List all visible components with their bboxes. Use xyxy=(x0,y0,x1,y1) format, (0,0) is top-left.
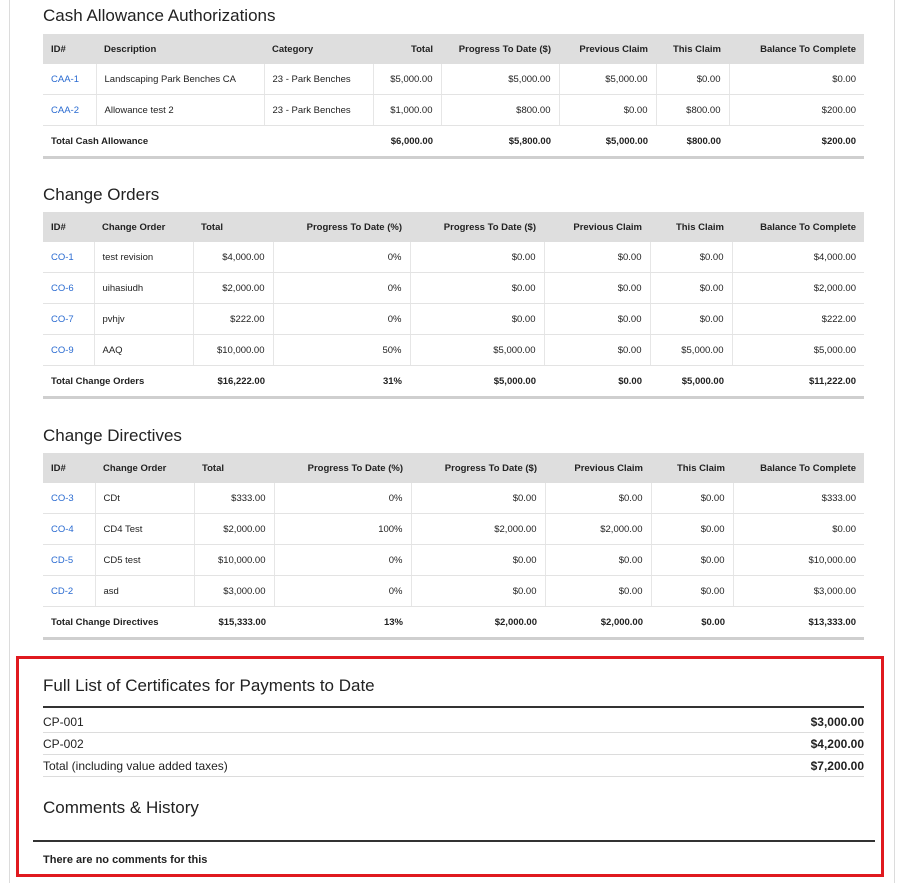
col-header: Progress To Date (%) xyxy=(274,453,411,483)
balance-cell: $200.00 xyxy=(729,95,864,126)
col-header: Progress To Date ($) xyxy=(411,453,545,483)
progress-amount-cell: $5,000.00 xyxy=(410,335,544,366)
page-border-left xyxy=(9,0,10,883)
progress-percent-cell: 0% xyxy=(274,545,411,576)
balance-cell: $4,000.00 xyxy=(732,242,864,273)
table-header-row xyxy=(43,453,864,483)
progress-percent-cell: 0% xyxy=(273,273,410,304)
progress-amount-cell: $2,000.00 xyxy=(411,607,545,639)
certificate-amount: $3,000.00 xyxy=(810,715,864,729)
change-order-id-link[interactable]: CO-7 xyxy=(51,313,74,325)
table-row xyxy=(43,64,864,95)
this-claim-cell: $0.00 xyxy=(651,545,733,576)
balance-cell: $333.00 xyxy=(733,483,864,514)
progress-amount-cell: $0.00 xyxy=(410,304,544,335)
change-orders-table xyxy=(43,212,864,399)
col-header: Total xyxy=(194,453,274,483)
balance-cell: $200.00 xyxy=(729,126,864,158)
comments-title: Comments & History xyxy=(43,798,199,817)
table-row xyxy=(43,304,864,335)
balance-cell: $222.00 xyxy=(732,304,864,335)
balance-cell: $13,333.00 xyxy=(733,607,864,639)
progress-percent-cell: 100% xyxy=(274,514,411,545)
col-header: Change Order xyxy=(94,212,193,242)
this-claim-cell: $0.00 xyxy=(650,304,732,335)
balance-cell: $10,000.00 xyxy=(733,545,864,576)
change-order-name-cell: CD5 test xyxy=(95,545,194,576)
cash-allowance-title: Cash Allowance Authorizations xyxy=(43,6,276,25)
category-cell: 23 - Park Benches xyxy=(264,64,373,95)
change-directive-id-link[interactable]: CO-4 xyxy=(51,523,74,535)
change-order-name-cell: test revision xyxy=(94,242,193,273)
previous-claim-cell: $2,000.00 xyxy=(545,514,651,545)
progress-percent-cell: 0% xyxy=(273,242,410,273)
this-claim-cell: $0.00 xyxy=(656,64,729,95)
change-directives-title: Change Directives xyxy=(43,426,182,445)
progress-amount-cell: $0.00 xyxy=(411,483,545,514)
previous-claim-cell: $0.00 xyxy=(544,273,650,304)
certificate-total-label: Total (including value added taxes) xyxy=(43,759,228,773)
change-order-name-cell: pvhjv xyxy=(94,304,193,335)
col-header: Progress To Date ($) xyxy=(410,212,544,242)
total-label: Total Cash Allowance xyxy=(43,126,373,158)
this-claim-cell: $0.00 xyxy=(651,607,733,639)
change-order-id-link[interactable]: CO-9 xyxy=(51,344,74,356)
certificate-total-row xyxy=(43,754,864,777)
description-cell: Landscaping Park Benches CA xyxy=(96,64,264,95)
total-cell: $5,000.00 xyxy=(373,64,441,95)
col-header: Previous Claim xyxy=(559,34,656,64)
change-directive-id-link[interactable]: CO-3 xyxy=(51,492,74,504)
table-row xyxy=(43,545,864,576)
total-cell: $10,000.00 xyxy=(193,335,273,366)
total-cell: $15,333.00 xyxy=(194,607,274,639)
this-claim-cell: $0.00 xyxy=(651,483,733,514)
table-row xyxy=(43,242,864,273)
this-claim-cell: $5,000.00 xyxy=(650,335,732,366)
balance-cell: $0.00 xyxy=(733,514,864,545)
certificate-total-amount: $7,200.00 xyxy=(810,759,864,773)
table-row xyxy=(43,273,864,304)
col-header: ID# xyxy=(43,34,96,64)
progress-percent-cell: 0% xyxy=(273,304,410,335)
change-order-name-cell: AAQ xyxy=(94,335,193,366)
previous-claim-cell: $0.00 xyxy=(545,483,651,514)
balance-cell: $3,000.00 xyxy=(733,576,864,607)
previous-claim-cell: $5,000.00 xyxy=(559,64,656,95)
total-cell: $16,222.00 xyxy=(193,366,273,398)
change-order-name-cell: asd xyxy=(95,576,194,607)
previous-claim-cell: $0.00 xyxy=(545,545,651,576)
col-header: ID# xyxy=(43,453,95,483)
certificates-title: Full List of Certificates for Payments to Date xyxy=(43,676,375,695)
progress-percent-cell: 13% xyxy=(274,607,411,639)
this-claim-cell: $0.00 xyxy=(651,514,733,545)
total-cell: $2,000.00 xyxy=(193,273,273,304)
certificate-label: CP-002 xyxy=(43,737,84,751)
total-row xyxy=(43,366,864,398)
total-label: Total Change Directives xyxy=(43,607,194,639)
change-order-name-cell: CD4 Test xyxy=(95,514,194,545)
col-header: Previous Claim xyxy=(545,453,651,483)
category-cell: 23 - Park Benches xyxy=(264,95,373,126)
progress-percent-cell: 0% xyxy=(274,483,411,514)
total-cell: $333.00 xyxy=(194,483,274,514)
change-directive-id-link[interactable]: CD-2 xyxy=(51,585,74,597)
col-header: Total xyxy=(193,212,273,242)
change-order-name-cell: CDt xyxy=(95,483,194,514)
progress-amount-cell: $2,000.00 xyxy=(411,514,545,545)
col-header: Balance To Complete xyxy=(732,212,864,242)
total-cell: $222.00 xyxy=(193,304,273,335)
progress-amount-cell: $0.00 xyxy=(411,545,545,576)
previous-claim-cell: $0.00 xyxy=(544,242,650,273)
cash-allowance-table xyxy=(43,34,864,159)
total-cell: $3,000.00 xyxy=(194,576,274,607)
previous-claim-cell: $2,000.00 xyxy=(545,607,651,639)
change-order-name-cell: uihasiudh xyxy=(94,273,193,304)
total-row xyxy=(43,607,864,639)
certificate-row xyxy=(43,710,864,733)
change-order-id-link[interactable]: CO-1 xyxy=(51,251,74,263)
total-row xyxy=(43,126,864,158)
change-orders-title: Change Orders xyxy=(43,185,160,204)
col-header: Description xyxy=(96,34,264,64)
col-header: Previous Claim xyxy=(544,212,650,242)
table-row xyxy=(43,95,864,126)
col-header: ID# xyxy=(43,212,94,242)
progress-percent-cell: 0% xyxy=(274,576,411,607)
progress-amount-cell: $800.00 xyxy=(441,95,559,126)
progress-amount-cell: $5,800.00 xyxy=(441,126,559,158)
no-comments-message: There are no comments for this xyxy=(43,854,208,866)
table-header-row xyxy=(43,34,864,64)
col-header: Balance To Complete xyxy=(733,453,864,483)
change-directive-id-link[interactable]: CD-5 xyxy=(51,554,74,566)
balance-cell: $0.00 xyxy=(729,64,864,95)
description-cell: Allowance test 2 xyxy=(96,95,264,126)
certificate-amount: $4,200.00 xyxy=(810,737,864,751)
this-claim-cell: $0.00 xyxy=(650,273,732,304)
this-claim-cell: $0.00 xyxy=(650,242,732,273)
this-claim-cell: $5,000.00 xyxy=(650,366,732,398)
total-cell: $6,000.00 xyxy=(373,126,441,158)
this-claim-cell: $800.00 xyxy=(656,126,729,158)
col-header: Category xyxy=(264,34,373,64)
col-header: This Claim xyxy=(656,34,729,64)
caa-id-link[interactable]: CAA-2 xyxy=(51,104,79,116)
progress-amount-cell: $5,000.00 xyxy=(410,366,544,398)
table-row xyxy=(43,576,864,607)
balance-cell: $11,222.00 xyxy=(732,366,864,398)
table-row xyxy=(43,335,864,366)
balance-cell: $5,000.00 xyxy=(732,335,864,366)
change-order-id-link[interactable]: CO-6 xyxy=(51,282,74,294)
progress-amount-cell: $0.00 xyxy=(410,242,544,273)
total-label: Total Change Orders xyxy=(43,366,193,398)
col-header: Change Order xyxy=(95,453,194,483)
total-cell: $4,000.00 xyxy=(193,242,273,273)
this-claim-cell: $0.00 xyxy=(651,576,733,607)
col-header: This Claim xyxy=(651,453,733,483)
table-row xyxy=(43,514,864,545)
change-directives-table xyxy=(43,453,864,640)
progress-percent-cell: 31% xyxy=(273,366,410,398)
comments-divider xyxy=(33,840,875,842)
previous-claim-cell: $0.00 xyxy=(559,95,656,126)
progress-percent-cell: 50% xyxy=(273,335,410,366)
col-header: This Claim xyxy=(650,212,732,242)
col-header: Progress To Date (%) xyxy=(273,212,410,242)
progress-amount-cell: $0.00 xyxy=(410,273,544,304)
previous-claim-cell: $0.00 xyxy=(544,304,650,335)
progress-amount-cell: $0.00 xyxy=(411,576,545,607)
certificate-row xyxy=(43,732,864,755)
page-border-right xyxy=(894,0,895,883)
total-cell: $10,000.00 xyxy=(194,545,274,576)
progress-amount-cell: $5,000.00 xyxy=(441,64,559,95)
balance-cell: $2,000.00 xyxy=(732,273,864,304)
previous-claim-cell: $5,000.00 xyxy=(559,126,656,158)
certificates-divider xyxy=(43,706,864,708)
total-cell: $1,000.00 xyxy=(373,95,441,126)
total-cell: $2,000.00 xyxy=(194,514,274,545)
previous-claim-cell: $0.00 xyxy=(544,366,650,398)
certificate-label: CP-001 xyxy=(43,715,84,729)
table-header-row xyxy=(43,212,864,242)
table-row xyxy=(43,483,864,514)
previous-claim-cell: $0.00 xyxy=(544,335,650,366)
caa-id-link[interactable]: CAA-1 xyxy=(51,73,79,85)
col-header: Balance To Complete xyxy=(729,34,864,64)
col-header: Progress To Date ($) xyxy=(441,34,559,64)
col-header: Total xyxy=(373,34,441,64)
previous-claim-cell: $0.00 xyxy=(545,576,651,607)
this-claim-cell: $800.00 xyxy=(656,95,729,126)
